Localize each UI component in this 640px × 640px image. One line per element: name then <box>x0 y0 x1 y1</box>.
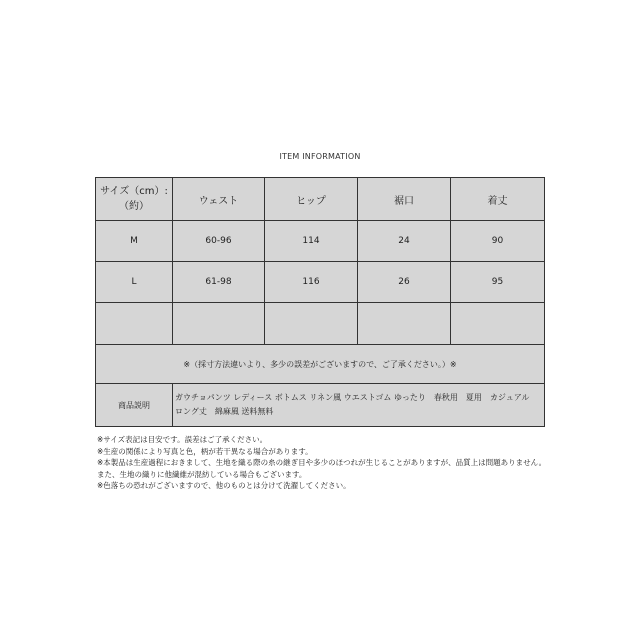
product-description: ガウチョパンツ レディース ボトムス リネン風 ウエストゴム ゆったり 春秋用 夏用 カジュアル ロング丈 綿麻風 送料無料 <box>173 384 545 427</box>
footnote: ※サイズ表記は目安です。誤差はご了承ください。 <box>97 435 268 444</box>
length-cell: 95 <box>451 262 545 303</box>
empty-cell <box>358 303 451 345</box>
header-hem: 裾口 <box>358 178 451 221</box>
empty-cell <box>173 303 265 345</box>
size-header-cell <box>96 178 173 221</box>
footnote: ※色落ちの恐れがございますので、他のものとは分けて洗濯してください。 <box>97 481 351 490</box>
size-cell: M <box>96 221 173 262</box>
description-row <box>96 384 545 427</box>
hem-cell: 24 <box>358 221 451 262</box>
item-information-heading: ITEM INFORMATION <box>279 152 361 161</box>
empty-cell <box>96 303 173 345</box>
hip-cell: 116 <box>265 262 358 303</box>
measurement-note-row <box>96 345 545 384</box>
empty-cell <box>265 303 358 345</box>
hem-cell: 26 <box>358 262 451 303</box>
footnote: ※本製品は生産過程におきまして、生地を織る際の糸の継ぎ目や多少のほつれが生じることがありますが、品質上は問題ありません。また、生地の織りに他繊維が混紡している場合もございます。 <box>97 458 547 479</box>
size-header-unit: （約） <box>119 201 149 212</box>
footnote: ※生産の関係により写真と色，柄が若干異なる場合があります。 <box>97 446 313 456</box>
header-hip: ヒップ <box>265 178 358 221</box>
hip-cell: 114 <box>265 221 358 262</box>
waist-cell: 60-96 <box>173 221 265 262</box>
empty-row <box>96 303 545 345</box>
size-table <box>95 177 545 427</box>
description-label: 商品説明 <box>96 384 173 427</box>
size-cell: L <box>96 262 173 303</box>
table-header-row <box>96 178 545 221</box>
length-cell: 90 <box>451 221 545 262</box>
empty-cell <box>451 303 545 345</box>
size-header-label: サイズ（cm）: <box>100 186 168 197</box>
footnotes <box>97 434 547 492</box>
table-row <box>96 262 545 303</box>
header-length: 着丈 <box>451 178 545 221</box>
waist-cell: 61-98 <box>173 262 265 303</box>
header-waist: ウェスト <box>173 178 265 221</box>
table-row <box>96 221 545 262</box>
measurement-note: ※（採寸方法違いより、多少の誤差がございますので、ご了承ください。）※ <box>96 345 545 384</box>
